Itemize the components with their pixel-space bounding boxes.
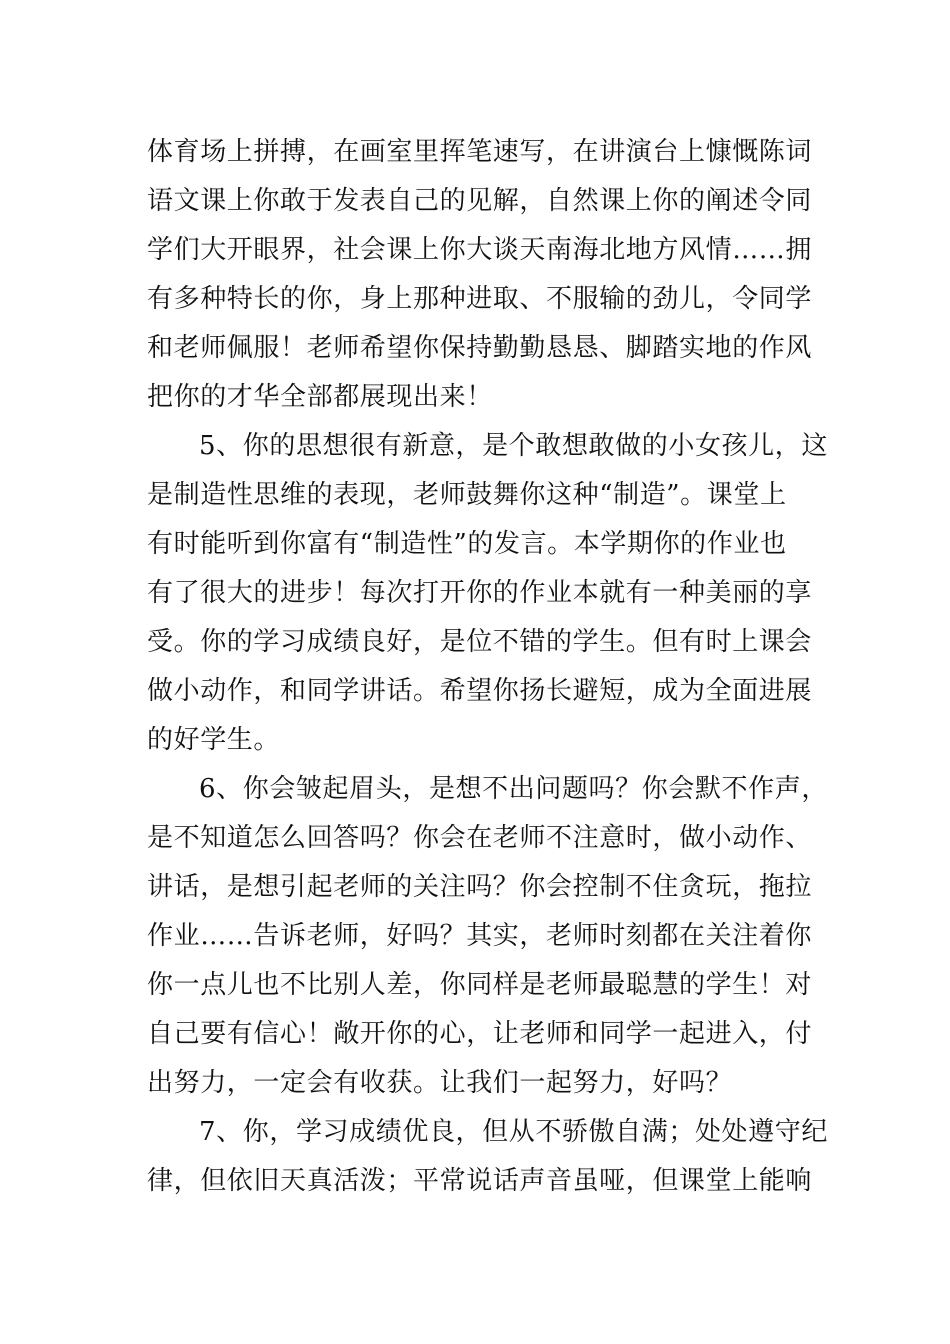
text-line: 做小动作，和同学讲话。希望你扬长避短，成为全面进展 [147, 676, 813, 706]
text-line: 你一点儿也不比别人差，你同样是老师最聪慧的学生！对 [147, 970, 813, 1000]
text-line: 的好学生。 [147, 725, 281, 755]
paragraph-first-line: 5、你的思想很有新意，是个敢想敢做的小女孩儿，这 [199, 431, 828, 461]
text-line: 出努力，一定会有收获。让我们一起努力，好吗？ [147, 1068, 733, 1098]
text-line: 自己要有信心！敞开你的心，让老师和同学一起进入，付 [147, 1019, 813, 1049]
paragraph-first-line: 7、你，学习成绩优良，但从不骄傲自满；处处遵守纪 [199, 1117, 828, 1147]
text-line: 语文课上你敢于发表自己的见解，自然课上你的阐述令同 [147, 186, 813, 216]
text-line: 有时能听到你富有“制造性”的发言。本学期你的作业也 [147, 529, 787, 559]
text-line: 把你的才华全部都展现出来！ [147, 382, 493, 412]
text-line: 有多种特长的你，身上那种进取、不服输的劲儿，令同学 [147, 284, 813, 314]
paragraph-first-line: 6、你会皱起眉头，是想不出问题吗？你会默不作声， [199, 774, 828, 804]
body-text [147, 128, 828, 1206]
text-line: 和老师佩服！老师希望你保持勤勤恳恳、脚踏实地的作风 [147, 333, 813, 363]
text-line: 受。你的学习成绩良好，是位不错的学生。但有时上课会 [147, 627, 813, 657]
text-line: 作业……告诉老师，好吗？其实，老师时刻都在关注着你 [147, 921, 813, 951]
text-line: 律，但依旧天真活泼；平常说话声音虽哑，但课堂上能响 [147, 1166, 813, 1196]
text-line: 学们大开眼界，社会课上你大谈天南海北地方风情……拥 [147, 235, 813, 265]
text-line: 是不知道怎么回答吗？你会在老师不注意时，做小动作、 [147, 823, 813, 853]
text-line: 体育场上拼搏，在画室里挥笔速写，在讲演台上慷慨陈词 [147, 137, 813, 167]
text-line: 讲话，是想引起老师的关注吗？你会控制不住贪玩，拖拉 [147, 872, 813, 902]
text-line: 是制造性思维的表现，老师鼓舞你这种“制造”。课堂上 [147, 480, 787, 510]
text-line: 有了很大的进步！每次打开你的作业本就有一种美丽的享 [147, 578, 813, 608]
